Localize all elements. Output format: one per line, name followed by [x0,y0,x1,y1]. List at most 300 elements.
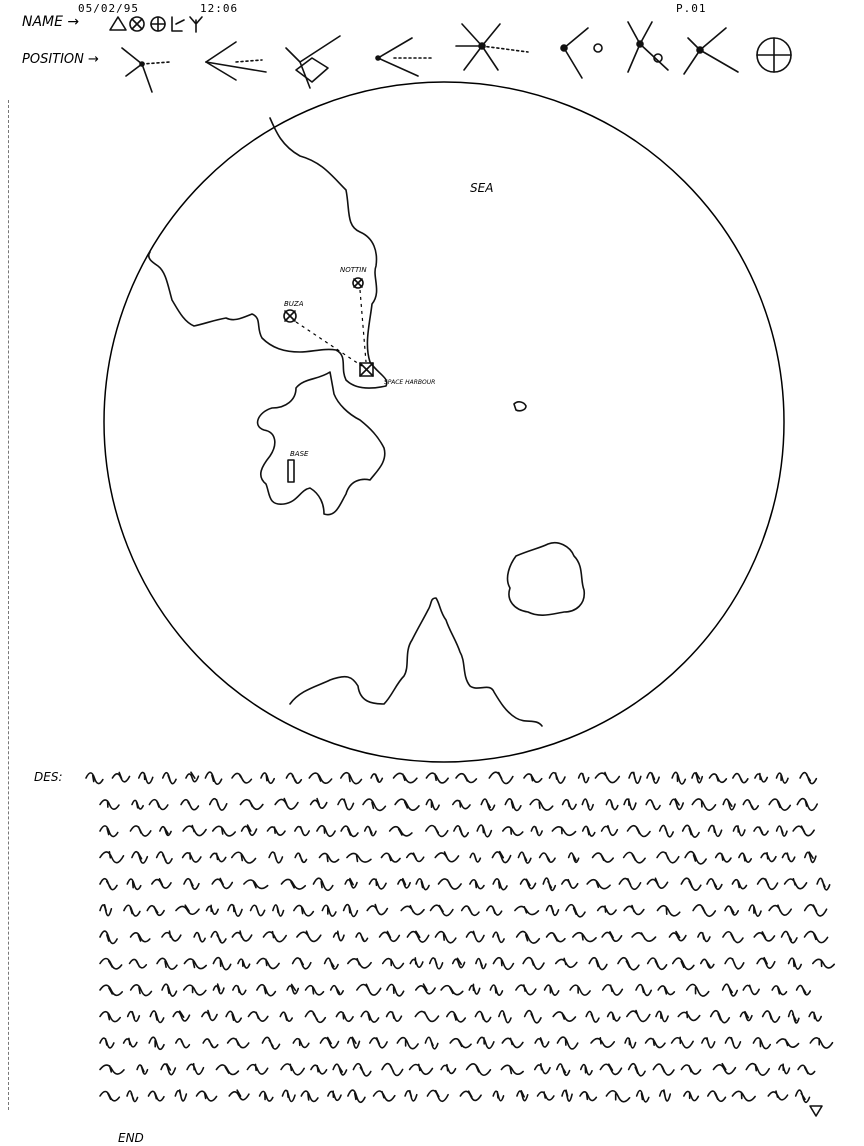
handwritten-glyph [777,1039,799,1047]
end-triangle-icon [810,1106,822,1116]
handwritten-glyph [757,958,775,968]
handwritten-glyph [591,1038,614,1047]
handwritten-glyph [280,1012,292,1021]
handwritten-glyph [427,1090,448,1101]
route-buza-harbour [296,322,362,366]
handwritten-glyph [149,1037,164,1049]
handwritten-glyph [100,800,119,809]
handwritten-glyph [657,852,679,863]
handwritten-glyph [776,773,788,783]
handwritten-glyph [557,1037,577,1049]
handwritten-glyph [157,958,177,969]
handwritten-glyph [798,1065,815,1074]
handwritten-glyph [367,905,387,915]
handwritten-glyph [796,1090,810,1102]
handwritten-glyph [127,879,140,889]
handwritten-glyph [540,853,555,862]
handwritten-glyph [100,1065,124,1074]
crossed-circle-icon [151,17,165,31]
handwritten-glyph [646,1038,665,1047]
handwritten-glyph [684,1091,698,1100]
handwritten-glyph [492,852,510,863]
handwritten-glyph [475,1011,490,1021]
handwritten-glyph [530,799,553,810]
handwritten-glyph [383,959,404,969]
cross-fan-icon [684,28,738,74]
handwritten-glyph [669,932,685,941]
handwritten-glyph [543,878,555,890]
handwritten-glyph [353,1064,370,1076]
hook-icon [172,17,184,31]
handwritten-glyph [430,958,443,969]
fax-date: 05/02/95 [78,2,139,15]
handwritten-glyph [187,1064,203,1075]
handwritten-glyph [450,1039,471,1048]
handwritten-glyph [416,984,435,994]
name-symbols [110,17,202,32]
handwritten-glyph [297,931,321,941]
handwritten-glyph [493,1091,503,1101]
handwritten-glyph [563,800,577,810]
handwritten-glyph [469,984,479,994]
handwritten-glyph [275,799,298,810]
handwritten-glyph [425,1037,437,1049]
handwritten-glyph [150,1011,163,1023]
handwritten-glyph [672,772,685,784]
handwritten-glyph [415,1011,438,1021]
handwritten-glyph [793,826,814,836]
handwritten-glyph [242,825,257,835]
handwritten-glyph [490,985,502,995]
handwritten-glyph [216,1065,238,1075]
handwritten-glyph [435,932,455,943]
handwritten-glyph [294,905,313,915]
handwritten-glyph [282,1090,295,1101]
handwritten-glyph [173,1011,189,1021]
handwritten-glyph [183,826,206,836]
handwritten-glyph [251,905,265,915]
handwritten-glyph [371,774,382,782]
handwritten-glyph [435,852,458,862]
handwritten-glyph [319,853,338,862]
handwritten-glyph [549,773,565,784]
handwritten-glyph [336,1012,353,1022]
handwritten-glyph [618,958,639,970]
handwritten-glyph [681,878,700,890]
handwritten-glyph [746,1064,769,1076]
handwritten-glyph [733,774,748,783]
handwritten-glyph [470,853,480,862]
handwritten-glyph [619,878,640,889]
handwritten-glyph [441,1065,455,1074]
handwritten-glyph [709,774,726,782]
handwritten-glyph [374,1091,395,1101]
handwritten-glyph [517,1091,528,1101]
handwritten-glyph [632,933,655,941]
handwritten-glyph [130,959,147,967]
handwritten-glyph [698,933,710,942]
handwritten-glyph [546,906,558,916]
handwritten-glyph [660,1090,671,1101]
handwritten-glyph [579,773,589,782]
handwritten-glyph [562,880,578,888]
handwritten-glyph [562,1090,572,1101]
handwritten-glyph [708,1091,726,1101]
handwritten-glyph [725,958,744,969]
handwritten-glyph [183,853,201,862]
handwritten-glyph [602,932,622,941]
route-nottin-harbour [360,290,366,362]
handwritten-glyph [687,984,709,996]
handwritten-glyph [345,879,357,888]
label-buza: BUZA [284,300,304,308]
handwritten-glyph [233,986,246,995]
handwritten-glyph [454,826,468,837]
position-label: POSITION → [22,52,99,67]
handwritten-glyph [566,905,585,917]
handwritten-glyph [181,800,198,810]
handwritten-glyph [797,799,817,811]
handwritten-glyph [341,773,362,784]
handwritten-glyph [211,932,226,943]
handwritten-glyph [570,985,590,995]
handwritten-glyph [397,1038,418,1049]
handwritten-glyph [672,1037,694,1048]
handwritten-glyph [369,879,386,889]
handwritten-glyph [311,799,327,809]
handwritten-glyph [229,1090,249,1100]
handwritten-glyph [581,1065,592,1075]
handwritten-glyph [311,1065,327,1074]
handwritten-glyph [624,852,645,862]
label-space-harbour: SPACE HARBOUR [384,379,436,386]
handwritten-glyph [692,773,702,783]
handwritten-glyph [100,852,124,863]
handwritten-glyph [502,1038,523,1047]
handwritten-glyph [394,773,417,782]
handwritten-glyph [244,880,268,888]
handwritten-glyph [583,826,595,836]
handwritten-glyph [247,1064,267,1074]
handwritten-glyph [260,1091,273,1101]
handwritten-glyph [797,985,811,994]
handwritten-glyph [213,826,235,836]
handwritten-glyph [100,1092,119,1101]
handwritten-glyph [708,825,721,836]
handwritten-glyph [777,826,787,836]
map-boundary [104,82,784,762]
handwritten-glyph [202,1011,217,1021]
handwritten-glyph [768,1091,787,1100]
handwritten-glyph [647,773,659,784]
handwritten-glyph [100,985,122,995]
handwritten-glyph [545,985,559,995]
handwritten-glyph [629,1064,645,1076]
handwritten-glyph [481,799,494,810]
handwritten-glyph [753,1038,770,1049]
handwritten-glyph [648,958,667,969]
handwritten-glyph [132,800,143,809]
handwritten-glyph [100,931,117,943]
handwritten-glyph [149,800,167,810]
fax-page-number: P.01 [676,2,707,15]
handwritten-glyph [785,879,807,889]
handwritten-glyph [606,800,617,810]
handwritten-glyph [407,931,428,942]
handwritten-glyph [410,1064,433,1074]
handwritten-glyph [175,1090,186,1101]
handwritten-glyph [557,1064,570,1075]
handwritten-glyph [232,852,256,863]
handwritten-glyph [678,1012,699,1021]
handwritten-glyph [341,826,358,836]
handwritten-glyph [176,905,199,914]
handwritten-glyph [313,878,332,890]
handwritten-glyph [693,905,715,916]
handwritten-glyph [647,878,667,888]
handwritten-glyph [160,827,171,836]
handwritten-glyph [535,1038,549,1047]
handwritten-glyph [809,1012,821,1021]
arrow-fan-icon [206,42,266,80]
handwritten-glyph [467,1064,491,1075]
handwritten-glyph [739,853,751,862]
handwritten-glyph [305,1011,325,1022]
marker-buza [284,310,296,322]
handwritten-glyph [139,772,153,783]
marker-space-harbour [360,363,373,376]
handwritten-glyph [162,984,176,996]
handwritten-glyph [743,985,759,994]
marker-base [288,460,294,482]
handwritten-glyph [124,1038,137,1046]
handwritten-glyph [702,1038,715,1048]
islet [514,402,526,411]
handwritten-glyph [112,772,129,781]
handwritten-glyph [347,853,371,862]
handwritten-glyph [100,879,117,890]
circle-dot-fan-icon [628,22,668,72]
handwritten-glyph [817,878,830,890]
handwritten-glyph [763,1011,780,1022]
handwritten-glyph [602,826,618,836]
handwritten-glyph [293,1039,309,1048]
handwritten-glyph [580,1092,596,1101]
handwritten-glyph [132,852,147,863]
handwritten-glyph [758,878,778,889]
handwritten-glyph [390,827,412,836]
handwritten-glyph [453,800,470,808]
handwritten-glyph [476,959,486,969]
handwritten-glyph [625,1038,635,1048]
handwritten-glyph [573,933,596,942]
handwritten-glyph [131,933,150,942]
handwritten-glyph [586,1011,599,1022]
handwritten-glyph [287,984,298,993]
handwritten-glyph [257,985,275,996]
label-base: BASE [290,450,309,458]
handwritten-glyph [761,853,776,862]
handwritten-glyph [128,1012,140,1022]
handwritten-glyph [157,852,172,864]
handwritten-glyph [525,1011,541,1023]
handwritten-glyph [232,773,251,782]
handwritten-glyph [325,958,338,969]
handwritten-glyph [636,985,651,996]
fax-time: 12:06 [200,2,239,15]
handwritten-glyph [348,1037,360,1048]
handwritten-glyph [470,880,484,889]
handwritten-glyph [582,799,593,810]
handwritten-glyph [124,905,140,916]
handwritten-glyph [805,905,827,916]
handwritten-glyph [810,1038,832,1048]
handwritten-glyph [716,853,731,862]
handwritten-glyph [603,985,623,995]
handwritten-glyph [531,826,542,835]
handwritten-glyph [228,1038,249,1047]
handwritten-glyph [587,880,610,889]
handwritten-glyph [733,826,744,836]
handwritten-glyph [348,959,371,968]
landmass-south [290,598,542,726]
handwritten-glyph [380,931,400,941]
handwritten-glyph [382,1064,403,1076]
handwritten-glyph [357,984,381,995]
handwritten-glyph [627,1011,650,1022]
handwritten-glyph [723,932,743,943]
handwritten-glyph [755,774,767,782]
handwritten-glyph [489,772,513,783]
handwritten-glyph [194,933,205,942]
handwritten-glyph [273,905,284,916]
handwritten-glyph [262,1037,279,1049]
handwritten-glyph [725,906,738,915]
handwritten-glyph [670,799,683,809]
handwritten-glyph [624,906,644,915]
handwritten-glyph [462,906,479,915]
handwritten-glyph [749,905,761,916]
handwritten-glyph [535,1064,550,1074]
handwritten-glyph [517,931,540,943]
handwritten-glyph [398,879,410,888]
handwritten-glyph [261,773,274,783]
crossed-circle-icon [130,17,144,31]
landmass-north [149,118,387,388]
description-label: DES: [34,770,63,784]
handwritten-glyph [127,1091,137,1102]
handwritten-glyph [800,773,816,784]
description-glyph-lines [86,772,834,1116]
handwritten-glyph [401,906,424,915]
handwritten-glyph [281,1064,304,1075]
handwritten-glyph [789,958,802,969]
handwritten-glyph [196,1091,216,1101]
handwritten-glyph [100,958,122,968]
handwritten-glyph [333,1064,346,1075]
handwritten-glyph [295,827,309,836]
handwritten-glyph [100,1012,120,1022]
handwritten-glyph [317,826,335,837]
handwritten-glyph [148,1091,163,1101]
handwritten-glyph [137,1065,147,1074]
handwritten-glyph [228,905,242,917]
handwritten-glyph [779,1064,790,1073]
handwritten-glyph [637,1090,649,1101]
handwritten-glyph [805,852,816,862]
handwritten-glyph [381,853,400,862]
handwritten-glyph [147,906,164,916]
handwritten-glyph [161,1064,175,1075]
radiating-lines-icon [122,48,170,92]
handwritten-glyph [723,984,738,996]
handwritten-glyph [515,906,539,914]
handwritten-glyph [205,772,221,784]
handwritten-glyph [711,1011,730,1023]
handwritten-glyph [361,1011,378,1022]
handwritten-glyph [163,773,176,784]
landmass-base [258,372,385,515]
handwritten-glyph [238,959,250,968]
handwritten-glyph [395,799,419,810]
handwritten-glyph [606,1091,629,1102]
handwritten-glyph [407,853,424,861]
handwritten-glyph [248,1012,267,1021]
handwritten-glyph [673,958,694,969]
handwritten-glyph [505,799,521,811]
handwritten-glyph [365,826,376,835]
handwritten-glyph [431,905,453,916]
handwritten-glyph [206,905,218,914]
circle-dot-fan-icon [561,28,602,78]
handwritten-glyph [723,799,735,810]
label-nottin: NOTTIN [340,266,367,274]
marker-nottin [353,278,363,288]
handwritten-glyph [338,799,353,810]
handwritten-glyph [100,826,118,837]
handwritten-glyph [789,1011,799,1023]
handwritten-glyph [466,931,484,941]
handwritten-glyph [306,986,324,995]
handwritten-glyph [441,986,463,995]
handwritten-glyph [100,1038,114,1048]
handwritten-glyph [707,879,722,889]
handwritten-glyph [447,1012,465,1022]
handwritten-glyph [608,1012,620,1021]
handwritten-glyph [152,879,171,888]
handwritten-glyph [344,905,358,917]
handwritten-glyph [552,827,575,836]
handwritten-glyph [713,1064,735,1074]
handwritten-glyph [499,1011,511,1023]
handwritten-glyph [331,986,343,995]
handwritten-glyph [569,853,579,862]
handwritten-glyph [334,931,344,940]
handwritten-glyph [269,852,282,863]
handwritten-glyph [213,984,224,994]
handwritten-glyph [658,986,674,995]
handwritten-glyph [456,774,476,783]
handwritten-glyph [176,1039,190,1048]
handwritten-glyph [410,958,423,967]
handwritten-glyph [293,958,311,969]
handwritten-glyph [130,826,150,836]
handwritten-glyph [556,958,577,967]
handwritten-glyph [453,958,465,967]
handwritten-glyph [493,879,507,890]
handwritten-glyph [598,906,616,914]
handwritten-glyph [416,879,429,890]
